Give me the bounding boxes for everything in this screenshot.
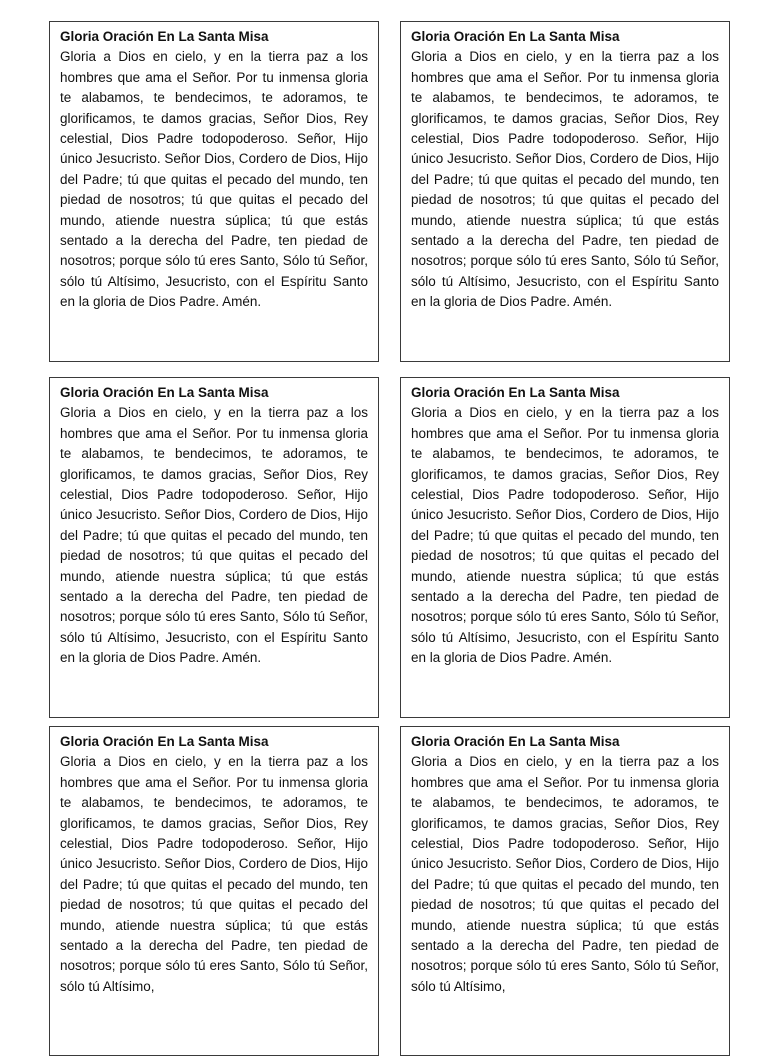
- card-body: Gloria a Dios en cielo, y en la tierra paz a los hombres que ama el Señor. Por tu inmensa gloria te alabamos, te bendecimos, te adoramos, te glorificamos, te damos gracias, Señor Dios, Rey celestial, Dios Padre todopoderoso. Señor, Hijo único Jesucristo. Señor Dios, Cordero de Dios, Hijo del Padre; tú que quitas el pecado del mundo, ten piedad de nosotros; tú que quitas el pecado del mundo, atiende nuestra súplica; tú que estás sentado a la derecha del Padre, ten piedad de nosotros; porque sólo tú eres Santo, Sólo tú Señor, sólo tú Altísimo, Jesucristo, con el Espíritu Santo en la gloria de Dios Padre. Amén.: [60, 49, 368, 310]
- prayer-card: [49, 726, 379, 1056]
- prayer-card: [400, 377, 730, 718]
- card-body: Gloria a Dios en cielo, y en la tierra paz a los hombres que ama el Señor. Por tu inmensa gloria te alabamos, te bendecimos, te adoramos, te glorificamos, te damos gracias, Señor Dios, Rey celestial, Dios Padre todopoderoso. Señor, Hijo único Jesucristo. Señor Dios, Cordero de Dios, Hijo del Padre; tú que quitas el pecado del mundo, ten piedad de nosotros; tú que quitas el pecado del mundo, atiende nuestra súplica; tú que estás sentado a la derecha del Padre, ten piedad de nosotros; porque sólo tú eres Santo, Sólo tú Señor, sólo tú Altísimo,: [60, 754, 368, 994]
- card-body: Gloria a Dios en cielo, y en la tierra paz a los hombres que ama el Señor. Por tu inmensa gloria te alabamos, te bendecimos, te adoramos, te glorificamos, te damos gracias, Señor Dios, Rey celestial, Dios Padre todopoderoso. Señor, Hijo único Jesucristo. Señor Dios, Cordero de Dios, Hijo del Padre; tú que quitas el pecado del mundo, ten piedad de nosotros; tú que quitas el pecado del mundo, atiende nuestra súplica; tú que estás sentado a la derecha del Padre, ten piedad de nosotros; porque sólo tú eres Santo, Sólo tú Señor, sólo tú Altísimo,: [411, 754, 719, 994]
- prayer-card: [400, 726, 730, 1056]
- card-body: Gloria a Dios en cielo, y en la tierra paz a los hombres que ama el Señor. Por tu inmensa gloria te alabamos, te bendecimos, te adoramos, te glorificamos, te damos gracias, Señor Dios, Rey celestial, Dios Padre todopoderoso. Señor, Hijo único Jesucristo. Señor Dios, Cordero de Dios, Hijo del Padre; tú que quitas el pecado del mundo, ten piedad de nosotros; tú que quitas el pecado del mundo, atiende nuestra súplica; tú que estás sentado a la derecha del Padre, ten piedad de nosotros; porque sólo tú eres Santo, Sólo tú Señor, sólo tú Altísimo, Jesucristo, con el Espíritu Santo en la gloria de Dios Padre. Amén.: [60, 405, 368, 666]
- card-title: Gloria Oración En La Santa Misa: [411, 385, 620, 400]
- card-title: Gloria Oración En La Santa Misa: [411, 29, 620, 44]
- prayer-card: [400, 21, 730, 362]
- card-title: Gloria Oración En La Santa Misa: [60, 734, 269, 749]
- prayer-card: [49, 21, 379, 362]
- card-body: Gloria a Dios en cielo, y en la tierra paz a los hombres que ama el Señor. Por tu inmensa gloria te alabamos, te bendecimos, te adoramos, te glorificamos, te damos gracias, Señor Dios, Rey celestial, Dios Padre todopoderoso. Señor, Hijo único Jesucristo. Señor Dios, Cordero de Dios, Hijo del Padre; tú que quitas el pecado del mundo, ten piedad de nosotros; tú que quitas el pecado del mundo, atiende nuestra súplica; tú que estás sentado a la derecha del Padre, ten piedad de nosotros; porque sólo tú eres Santo, Sólo tú Señor, sólo tú Altísimo, Jesucristo, con el Espíritu Santo en la gloria de Dios Padre. Amén.: [411, 49, 719, 310]
- prayer-card: [49, 377, 379, 718]
- card-title: Gloria Oración En La Santa Misa: [60, 385, 269, 400]
- card-title: Gloria Oración En La Santa Misa: [60, 29, 269, 44]
- card-body: Gloria a Dios en cielo, y en la tierra paz a los hombres que ama el Señor. Por tu inmensa gloria te alabamos, te bendecimos, te adoramos, te glorificamos, te damos gracias, Señor Dios, Rey celestial, Dios Padre todopoderoso. Señor, Hijo único Jesucristo. Señor Dios, Cordero de Dios, Hijo del Padre; tú que quitas el pecado del mundo, ten piedad de nosotros; tú que quitas el pecado del mundo, atiende nuestra súplica; tú que estás sentado a la derecha del Padre, ten piedad de nosotros; porque sólo tú eres Santo, Sólo tú Señor, sólo tú Altísimo, Jesucristo, con el Espíritu Santo en la gloria de Dios Padre. Amén.: [411, 405, 719, 666]
- card-title: Gloria Oración En La Santa Misa: [411, 734, 620, 749]
